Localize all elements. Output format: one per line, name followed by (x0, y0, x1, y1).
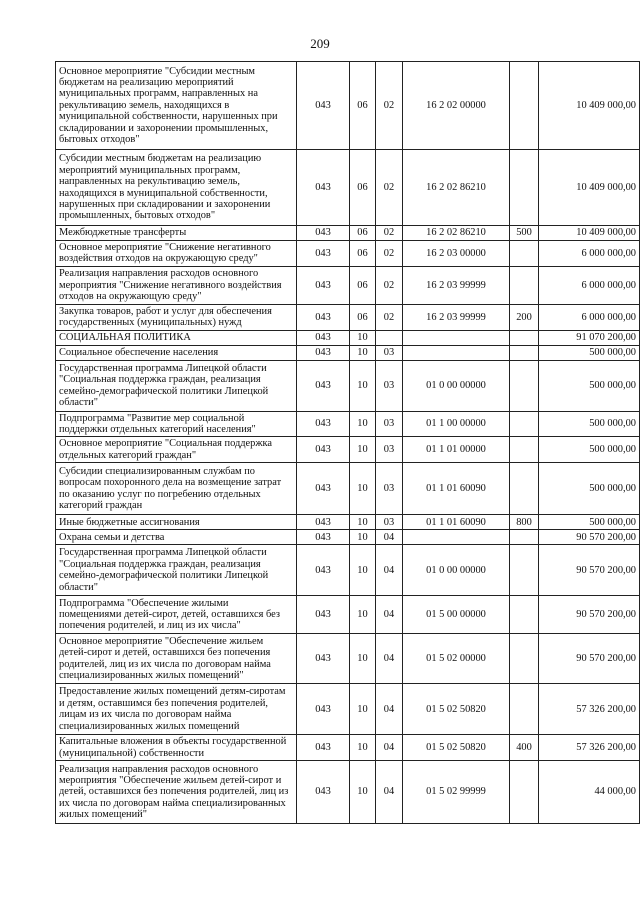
table-row (56, 150, 640, 226)
row-section-cell: 10 (350, 463, 376, 515)
row-subsection-cell: 03 (376, 411, 403, 437)
row-target-article-cell: 16 2 03 99999 (403, 304, 510, 330)
row-subsection-cell (376, 330, 403, 345)
row-section-cell: 10 (350, 411, 376, 437)
row-amount-cell: 90 570 200,00 (539, 545, 640, 596)
budget-table (55, 61, 640, 824)
row-target-article-cell: 16 2 02 86210 (403, 150, 510, 226)
row-subsection-cell: 04 (376, 596, 403, 634)
row-admin-code-cell: 043 (297, 596, 350, 634)
table-row (56, 634, 640, 684)
row-expense-type-cell (510, 241, 539, 267)
row-amount-cell: 6 000 000,00 (539, 241, 640, 267)
row-name-cell: Субсидии местным бюджетам на реализацию мероприятий муниципальных программ, направленных на рекультивацию земель, находящихся в муниципальной собственности, нарушенных при складировании и захоронении промышленных, бытовых отходов" (56, 150, 297, 226)
row-admin-code-cell: 043 (297, 545, 350, 596)
row-target-article-cell: 16 2 03 00000 (403, 241, 510, 267)
row-section-cell: 06 (350, 304, 376, 330)
row-target-article-cell: 01 1 01 00000 (403, 437, 510, 463)
row-subsection-cell: 03 (376, 360, 403, 411)
table-row (56, 515, 640, 530)
row-name-cell: Субсидии специализированным службам по вопросам похоронного дела на возмещение затрат по оказанию услуг по погребению отдельных категорий граждан (56, 463, 297, 515)
table-row (56, 330, 640, 345)
row-amount-cell: 500 000,00 (539, 437, 640, 463)
row-target-article-cell: 01 5 00 00000 (403, 596, 510, 634)
row-subsection-cell: 02 (376, 226, 403, 241)
row-name-cell: Государственная программа Липецкой области "Социальная поддержка граждан, реализация семейно-демографической политики Липецкой области" (56, 545, 297, 596)
row-amount-cell: 57 326 200,00 (539, 735, 640, 761)
table-row (56, 360, 640, 411)
row-section-cell: 10 (350, 545, 376, 596)
table-row (56, 62, 640, 150)
row-expense-type-cell (510, 545, 539, 596)
row-admin-code-cell: 043 (297, 530, 350, 545)
row-amount-cell: 90 570 200,00 (539, 530, 640, 545)
row-expense-type-cell (510, 266, 539, 304)
table-body (56, 62, 640, 824)
row-subsection-cell: 04 (376, 530, 403, 545)
row-section-cell: 10 (350, 735, 376, 761)
row-subsection-cell: 03 (376, 463, 403, 515)
row-admin-code-cell: 043 (297, 437, 350, 463)
table-row (56, 761, 640, 824)
row-expense-type-cell (510, 150, 539, 226)
row-admin-code-cell: 043 (297, 761, 350, 824)
row-admin-code-cell: 043 (297, 266, 350, 304)
row-subsection-cell: 02 (376, 266, 403, 304)
row-name-cell: Государственная программа Липецкой области "Социальная поддержка граждан, реализация семейно-демографической политики Липецкой области" (56, 360, 297, 411)
row-target-article-cell: 01 5 02 00000 (403, 634, 510, 684)
row-section-cell: 06 (350, 266, 376, 304)
table-row (56, 345, 640, 360)
row-name-cell: Закупка товаров, работ и услуг для обеспечения государственных (муниципальных) нужд (56, 304, 297, 330)
row-section-cell: 10 (350, 360, 376, 411)
row-expense-type-cell (510, 530, 539, 545)
row-name-cell: Реализация направления расходов основного мероприятия "Обеспечение жильем детей-сирот и детей, оставшихся без попечения родителей, лиц из их числа по договорам найма специализированных жилых помещений" (56, 761, 297, 824)
row-admin-code-cell: 043 (297, 150, 350, 226)
row-target-article-cell: 16 2 03 99999 (403, 266, 510, 304)
page-number: 209 (310, 36, 330, 51)
row-section-cell: 06 (350, 150, 376, 226)
table-row (56, 241, 640, 267)
row-name-cell: Реализация направления расходов основного мероприятия "Снижение негативного воздействия отходов на окружающую среду" (56, 266, 297, 304)
row-admin-code-cell: 043 (297, 735, 350, 761)
row-target-article-cell (403, 530, 510, 545)
row-section-cell: 10 (350, 437, 376, 463)
row-subsection-cell: 02 (376, 150, 403, 226)
row-subsection-cell: 04 (376, 545, 403, 596)
row-section-cell: 10 (350, 761, 376, 824)
row-name-cell: Межбюджетные трансферты (56, 226, 297, 241)
row-target-article-cell: 01 5 02 50820 (403, 735, 510, 761)
row-subsection-cell: 03 (376, 437, 403, 463)
row-expense-type-cell: 200 (510, 304, 539, 330)
row-admin-code-cell: 043 (297, 304, 350, 330)
row-name-cell: Предоставление жилых помещений детям-сиротам и детям, оставшимся без попечения родителей, лицам из их числа по договорам найма специализированных жилых помещений (56, 684, 297, 735)
row-admin-code-cell: 043 (297, 360, 350, 411)
row-amount-cell: 10 409 000,00 (539, 150, 640, 226)
row-section-cell: 10 (350, 530, 376, 545)
row-subsection-cell: 02 (376, 62, 403, 150)
row-section-cell: 10 (350, 330, 376, 345)
row-target-article-cell: 01 1 01 60090 (403, 515, 510, 530)
table-row (56, 463, 640, 515)
row-section-cell: 10 (350, 596, 376, 634)
row-target-article-cell (403, 345, 510, 360)
row-target-article-cell: 16 2 02 86210 (403, 226, 510, 241)
row-subsection-cell: 04 (376, 735, 403, 761)
row-name-cell: Подпрограмма "Обеспечение жилыми помещениями детей-сирот, детей, оставшихся без попечения родителей, и лиц из их числа" (56, 596, 297, 634)
row-section-cell: 10 (350, 515, 376, 530)
row-admin-code-cell: 043 (297, 684, 350, 735)
row-amount-cell: 6 000 000,00 (539, 266, 640, 304)
table-row (56, 411, 640, 437)
row-target-article-cell: 01 0 00 00000 (403, 545, 510, 596)
row-expense-type-cell (510, 761, 539, 824)
row-name-cell: Иные бюджетные ассигнования (56, 515, 297, 530)
row-subsection-cell: 02 (376, 241, 403, 267)
table-row (56, 684, 640, 735)
row-admin-code-cell: 043 (297, 226, 350, 241)
table-row (56, 735, 640, 761)
row-expense-type-cell: 400 (510, 735, 539, 761)
row-target-article-cell (403, 330, 510, 345)
row-expense-type-cell (510, 596, 539, 634)
row-section-cell: 10 (350, 634, 376, 684)
row-target-article-cell: 01 5 02 99999 (403, 761, 510, 824)
row-subsection-cell: 03 (376, 515, 403, 530)
row-expense-type-cell (510, 345, 539, 360)
row-admin-code-cell: 043 (297, 330, 350, 345)
row-expense-type-cell (510, 634, 539, 684)
table-row (56, 266, 640, 304)
row-admin-code-cell: 043 (297, 411, 350, 437)
row-amount-cell: 500 000,00 (539, 360, 640, 411)
table-row (56, 226, 640, 241)
row-name-cell: Капитальные вложения в объекты государственной (муниципальной) собственности (56, 735, 297, 761)
row-amount-cell: 10 409 000,00 (539, 226, 640, 241)
row-amount-cell: 91 070 200,00 (539, 330, 640, 345)
row-expense-type-cell: 800 (510, 515, 539, 530)
row-amount-cell: 90 570 200,00 (539, 596, 640, 634)
row-section-cell: 06 (350, 62, 376, 150)
row-expense-type-cell (510, 360, 539, 411)
row-amount-cell: 90 570 200,00 (539, 634, 640, 684)
table-row (56, 530, 640, 545)
row-section-cell: 10 (350, 684, 376, 735)
row-admin-code-cell: 043 (297, 62, 350, 150)
row-amount-cell: 500 000,00 (539, 515, 640, 530)
row-name-cell: Подпрограмма "Развитие мер социальной поддержки отдельных категорий населения" (56, 411, 297, 437)
row-amount-cell: 500 000,00 (539, 345, 640, 360)
row-admin-code-cell: 043 (297, 515, 350, 530)
row-admin-code-cell: 043 (297, 634, 350, 684)
row-subsection-cell: 04 (376, 634, 403, 684)
row-name-cell: Основное мероприятие "Снижение негативного воздействия отходов на окружающую среду" (56, 241, 297, 267)
row-admin-code-cell: 043 (297, 463, 350, 515)
table-row (56, 304, 640, 330)
row-expense-type-cell (510, 62, 539, 150)
row-target-article-cell: 01 0 00 00000 (403, 360, 510, 411)
row-section-cell: 10 (350, 345, 376, 360)
row-section-cell: 06 (350, 241, 376, 267)
row-name-cell: Охрана семьи и детства (56, 530, 297, 545)
row-name-cell: Основное мероприятие "Субсидии местным бюджетам на реализацию мероприятий муниципальных программ, направленных на рекультивацию земель, находящихся в муниципальной собственности, нарушенных при складировании и захоронении промышленных, бытовых отходов" (56, 62, 297, 150)
row-amount-cell: 10 409 000,00 (539, 62, 640, 150)
row-name-cell: СОЦИАЛЬНАЯ ПОЛИТИКА (56, 330, 297, 345)
table-row (56, 437, 640, 463)
row-name-cell: Основное мероприятие "Социальная поддержка отдельных категорий граждан" (56, 437, 297, 463)
row-expense-type-cell (510, 330, 539, 345)
row-target-article-cell: 01 1 00 00000 (403, 411, 510, 437)
row-target-article-cell: 16 2 02 00000 (403, 62, 510, 150)
row-amount-cell: 6 000 000,00 (539, 304, 640, 330)
row-target-article-cell: 01 5 02 50820 (403, 684, 510, 735)
table-row (56, 596, 640, 634)
row-target-article-cell: 01 1 01 60090 (403, 463, 510, 515)
row-name-cell: Социальное обеспечение населения (56, 345, 297, 360)
row-amount-cell: 57 326 200,00 (539, 684, 640, 735)
row-subsection-cell: 04 (376, 761, 403, 824)
row-subsection-cell: 04 (376, 684, 403, 735)
row-admin-code-cell: 043 (297, 241, 350, 267)
row-section-cell: 06 (350, 226, 376, 241)
row-expense-type-cell (510, 684, 539, 735)
row-amount-cell: 44 000,00 (539, 761, 640, 824)
row-name-cell: Основное мероприятие "Обеспечение жильем детей-сирот и детей, оставшихся без попечения родителей, лиц из их числа по договорам найма специализированных жилых помещений" (56, 634, 297, 684)
row-expense-type-cell (510, 437, 539, 463)
row-expense-type-cell: 500 (510, 226, 539, 241)
table-row (56, 545, 640, 596)
row-expense-type-cell (510, 463, 539, 515)
row-amount-cell: 500 000,00 (539, 463, 640, 515)
row-admin-code-cell: 043 (297, 345, 350, 360)
row-subsection-cell: 02 (376, 304, 403, 330)
row-subsection-cell: 03 (376, 345, 403, 360)
row-expense-type-cell (510, 411, 539, 437)
row-amount-cell: 500 000,00 (539, 411, 640, 437)
